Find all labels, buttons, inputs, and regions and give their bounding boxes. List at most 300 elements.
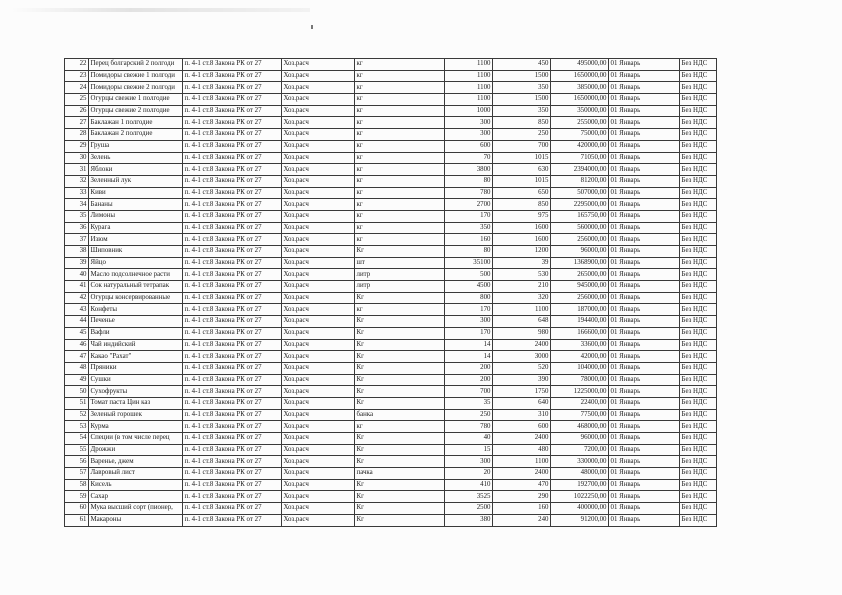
legal-basis-cell: п. 4-1 ст.8 Закона РК от 27: [183, 316, 282, 328]
row-number-cell: 24: [65, 82, 89, 94]
quantity-cell: 2500: [445, 503, 493, 515]
total-sum-cell: 2394000,00: [551, 164, 609, 176]
total-sum-cell: 945000,00: [551, 281, 609, 293]
delivery-month-cell: 01 Январь: [609, 339, 680, 351]
quantity-cell: 15: [445, 444, 493, 456]
row-number-cell: 50: [65, 386, 89, 398]
unit-price-cell: 1100: [493, 304, 551, 316]
legal-basis-cell: п. 4-1 ст.8 Закона РК от 27: [183, 82, 282, 94]
table-row: [65, 199, 717, 211]
funding-type-cell: Хоз.расч: [282, 409, 355, 421]
table-row: [65, 433, 717, 445]
table-row: [65, 59, 717, 71]
quantity-cell: 800: [445, 292, 493, 304]
item-name-cell: Чай индийский: [89, 339, 183, 351]
item-name-cell: Варенье, джем: [89, 456, 183, 468]
quantity-cell: 3800: [445, 164, 493, 176]
unit-price-cell: 1600: [493, 222, 551, 234]
delivery-month-cell: 01 Январь: [609, 351, 680, 363]
quantity-cell: 170: [445, 210, 493, 222]
legal-basis-cell: п. 4-1 ст.8 Закона РК от 27: [183, 187, 282, 199]
legal-basis-cell: п. 4-1 ст.8 Закона РК от 27: [183, 514, 282, 526]
vat-status-cell: Без НДС: [680, 433, 717, 445]
quantity-cell: 4500: [445, 281, 493, 293]
funding-type-cell: Хоз.расч: [282, 292, 355, 304]
delivery-month-cell: 01 Январь: [609, 421, 680, 433]
funding-type-cell: Хоз.расч: [282, 456, 355, 468]
item-name-cell: Зеленный лук: [89, 175, 183, 187]
table-row: [65, 444, 717, 456]
legal-basis-cell: п. 4-1 ст.8 Закона РК от 27: [183, 59, 282, 71]
item-name-cell: Зеленый горошек: [89, 409, 183, 421]
unit-price-cell: 850: [493, 199, 551, 211]
unit-price-cell: 2400: [493, 468, 551, 480]
vat-status-cell: Без НДС: [680, 479, 717, 491]
delivery-month-cell: 01 Январь: [609, 468, 680, 480]
table-row: [65, 94, 717, 106]
item-name-cell: Шиповник: [89, 246, 183, 258]
funding-type-cell: Хоз.расч: [282, 362, 355, 374]
item-name-cell: Изюм: [89, 234, 183, 246]
legal-basis-cell: п. 4-1 ст.8 Закона РК от 27: [183, 339, 282, 351]
vat-status-cell: Без НДС: [680, 351, 717, 363]
unit-cell: кг: [355, 164, 445, 176]
unit-price-cell: 1015: [493, 175, 551, 187]
legal-basis-cell: п. 4-1 ст.8 Закона РК от 27: [183, 409, 282, 421]
row-number-cell: 55: [65, 444, 89, 456]
table-row: [65, 339, 717, 351]
legal-basis-cell: п. 4-1 ст.8 Закона РК от 27: [183, 374, 282, 386]
table-row: [65, 316, 717, 328]
table-row: [65, 421, 717, 433]
table-row: [65, 468, 717, 480]
unit-cell: кг: [355, 304, 445, 316]
vat-status-cell: Без НДС: [680, 421, 717, 433]
total-sum-cell: 468000,00: [551, 421, 609, 433]
table-row: [65, 222, 717, 234]
vat-status-cell: Без НДС: [680, 456, 717, 468]
vat-status-cell: Без НДС: [680, 491, 717, 503]
total-sum-cell: 96000,00: [551, 246, 609, 258]
row-number-cell: 36: [65, 222, 89, 234]
row-number-cell: 53: [65, 421, 89, 433]
item-name-cell: Сахар: [89, 491, 183, 503]
vat-status-cell: Без НДС: [680, 304, 717, 316]
quantity-cell: 300: [445, 456, 493, 468]
delivery-month-cell: 01 Январь: [609, 199, 680, 211]
item-name-cell: Яйцо: [89, 257, 183, 269]
row-number-cell: 46: [65, 339, 89, 351]
funding-type-cell: Хоз.расч: [282, 82, 355, 94]
delivery-month-cell: 01 Январь: [609, 222, 680, 234]
table-row: [65, 164, 717, 176]
row-number-cell: 44: [65, 316, 89, 328]
funding-type-cell: Хоз.расч: [282, 479, 355, 491]
unit-price-cell: 530: [493, 269, 551, 281]
table-body: [65, 59, 717, 527]
unit-price-cell: 975: [493, 210, 551, 222]
row-number-cell: 45: [65, 327, 89, 339]
unit-price-cell: 160: [493, 503, 551, 515]
quantity-cell: 1100: [445, 70, 493, 82]
vat-status-cell: Без НДС: [680, 70, 717, 82]
total-sum-cell: 495000,00: [551, 59, 609, 71]
item-name-cell: Огурцы консервированные: [89, 292, 183, 304]
funding-type-cell: Хоз.расч: [282, 234, 355, 246]
delivery-month-cell: 01 Январь: [609, 187, 680, 199]
delivery-month-cell: 01 Январь: [609, 374, 680, 386]
total-sum-cell: 78000,00: [551, 374, 609, 386]
vat-status-cell: Без НДС: [680, 187, 717, 199]
funding-type-cell: Хоз.расч: [282, 444, 355, 456]
unit-cell: Кг: [355, 433, 445, 445]
total-sum-cell: 96000,00: [551, 433, 609, 445]
quantity-cell: 200: [445, 374, 493, 386]
delivery-month-cell: 01 Январь: [609, 514, 680, 526]
legal-basis-cell: п. 4-1 ст.8 Закона РК от 27: [183, 257, 282, 269]
delivery-month-cell: 01 Январь: [609, 444, 680, 456]
total-sum-cell: 420000,00: [551, 140, 609, 152]
legal-basis-cell: п. 4-1 ст.8 Закона РК от 27: [183, 421, 282, 433]
row-number-cell: 38: [65, 246, 89, 258]
legal-basis-cell: п. 4-1 ст.8 Закона РК от 27: [183, 129, 282, 141]
quantity-cell: 40: [445, 433, 493, 445]
unit-cell: кг: [355, 94, 445, 106]
quantity-cell: 14: [445, 351, 493, 363]
item-name-cell: Курага: [89, 222, 183, 234]
quantity-cell: 300: [445, 129, 493, 141]
unit-price-cell: 600: [493, 421, 551, 433]
table-row: [65, 152, 717, 164]
total-sum-cell: 1650000,00: [551, 94, 609, 106]
unit-cell: кг: [355, 175, 445, 187]
legal-basis-cell: п. 4-1 ст.8 Закона РК от 27: [183, 164, 282, 176]
unit-price-cell: 1200: [493, 246, 551, 258]
unit-cell: банка: [355, 409, 445, 421]
table-row: [65, 362, 717, 374]
legal-basis-cell: п. 4-1 ст.8 Закона РК от 27: [183, 269, 282, 281]
vat-status-cell: Без НДС: [680, 105, 717, 117]
funding-type-cell: Хоз.расч: [282, 246, 355, 258]
unit-cell: Кг: [355, 444, 445, 456]
item-name-cell: Помидоры свежие 1 полгоди: [89, 70, 183, 82]
item-name-cell: Томат паста Цин каз: [89, 397, 183, 409]
row-number-cell: 25: [65, 94, 89, 106]
quantity-cell: 1100: [445, 94, 493, 106]
delivery-month-cell: 01 Январь: [609, 152, 680, 164]
unit-price-cell: 980: [493, 327, 551, 339]
row-number-cell: 40: [65, 269, 89, 281]
item-name-cell: Мука высший сорт (пионер,: [89, 503, 183, 515]
row-number-cell: 42: [65, 292, 89, 304]
unit-cell: Кг: [355, 374, 445, 386]
table-row: [65, 246, 717, 258]
row-number-cell: 34: [65, 199, 89, 211]
delivery-month-cell: 01 Январь: [609, 479, 680, 491]
vat-status-cell: Без НДС: [680, 397, 717, 409]
quantity-cell: 20: [445, 468, 493, 480]
total-sum-cell: 22400,00: [551, 397, 609, 409]
total-sum-cell: 1022250,00: [551, 491, 609, 503]
funding-type-cell: Хоз.расч: [282, 59, 355, 71]
total-sum-cell: 507000,00: [551, 187, 609, 199]
unit-cell: Кг: [355, 327, 445, 339]
unit-price-cell: 1750: [493, 386, 551, 398]
vat-status-cell: Без НДС: [680, 129, 717, 141]
legal-basis-cell: п. 4-1 ст.8 Закона РК от 27: [183, 199, 282, 211]
unit-cell: Кг: [355, 514, 445, 526]
delivery-month-cell: 01 Январь: [609, 257, 680, 269]
unit-cell: Кг: [355, 503, 445, 515]
funding-type-cell: Хоз.расч: [282, 304, 355, 316]
legal-basis-cell: п. 4-1 ст.8 Закона РК от 27: [183, 444, 282, 456]
item-name-cell: Курма: [89, 421, 183, 433]
vat-status-cell: Без НДС: [680, 514, 717, 526]
quantity-cell: 1100: [445, 82, 493, 94]
delivery-month-cell: 01 Январь: [609, 140, 680, 152]
delivery-month-cell: 01 Январь: [609, 234, 680, 246]
legal-basis-cell: п. 4-1 ст.8 Закона РК от 27: [183, 397, 282, 409]
unit-price-cell: 1100: [493, 456, 551, 468]
funding-type-cell: Хоз.расч: [282, 433, 355, 445]
legal-basis-cell: п. 4-1 ст.8 Закона РК от 27: [183, 456, 282, 468]
unit-price-cell: 470: [493, 479, 551, 491]
delivery-month-cell: 01 Январь: [609, 210, 680, 222]
quantity-cell: 14: [445, 339, 493, 351]
legal-basis-cell: п. 4-1 ст.8 Закона РК от 27: [183, 491, 282, 503]
funding-type-cell: Хоз.расч: [282, 374, 355, 386]
vat-status-cell: Без НДС: [680, 82, 717, 94]
unit-cell: Кг: [355, 397, 445, 409]
delivery-month-cell: 01 Январь: [609, 316, 680, 328]
quantity-cell: 3525: [445, 491, 493, 503]
delivery-month-cell: 01 Январь: [609, 129, 680, 141]
total-sum-cell: 75000,00: [551, 129, 609, 141]
unit-price-cell: 640: [493, 397, 551, 409]
unit-cell: кг: [355, 117, 445, 129]
delivery-month-cell: 01 Январь: [609, 409, 680, 421]
item-name-cell: Специи (в том числе перец: [89, 433, 183, 445]
row-number-cell: 57: [65, 468, 89, 480]
table-row: [65, 281, 717, 293]
total-sum-cell: 42000,00: [551, 351, 609, 363]
vat-status-cell: Без НДС: [680, 257, 717, 269]
row-number-cell: 49: [65, 374, 89, 386]
unit-price-cell: 1500: [493, 94, 551, 106]
total-sum-cell: 91200,00: [551, 514, 609, 526]
legal-basis-cell: п. 4-1 ст.8 Закона РК от 27: [183, 479, 282, 491]
delivery-month-cell: 01 Январь: [609, 94, 680, 106]
unit-cell: Кг: [355, 246, 445, 258]
unit-price-cell: 650: [493, 187, 551, 199]
unit-cell: литр: [355, 269, 445, 281]
unit-price-cell: 1600: [493, 234, 551, 246]
total-sum-cell: 1368900,00: [551, 257, 609, 269]
total-sum-cell: 256000,00: [551, 292, 609, 304]
table-row: [65, 234, 717, 246]
item-name-cell: Перец болгарский 2 полгоди: [89, 59, 183, 71]
delivery-month-cell: 01 Январь: [609, 304, 680, 316]
quantity-cell: 35: [445, 397, 493, 409]
legal-basis-cell: п. 4-1 ст.8 Закона РК от 27: [183, 386, 282, 398]
delivery-month-cell: 01 Январь: [609, 503, 680, 515]
row-number-cell: 56: [65, 456, 89, 468]
unit-price-cell: 250: [493, 129, 551, 141]
unit-cell: кг: [355, 70, 445, 82]
vat-status-cell: Без НДС: [680, 94, 717, 106]
unit-cell: Кг: [355, 292, 445, 304]
unit-cell: кг: [355, 210, 445, 222]
total-sum-cell: 256000,00: [551, 234, 609, 246]
funding-type-cell: Хоз.расч: [282, 421, 355, 433]
vat-status-cell: Без НДС: [680, 222, 717, 234]
unit-price-cell: 320: [493, 292, 551, 304]
vat-status-cell: Без НДС: [680, 140, 717, 152]
funding-type-cell: Хоз.расч: [282, 327, 355, 339]
delivery-month-cell: 01 Январь: [609, 281, 680, 293]
unit-price-cell: 700: [493, 140, 551, 152]
legal-basis-cell: п. 4-1 ст.8 Закона РК от 27: [183, 175, 282, 187]
total-sum-cell: 560000,00: [551, 222, 609, 234]
row-number-cell: 28: [65, 129, 89, 141]
table-row: [65, 187, 717, 199]
item-name-cell: Лавровый лист: [89, 468, 183, 480]
legal-basis-cell: п. 4-1 ст.8 Закона РК от 27: [183, 281, 282, 293]
delivery-month-cell: 01 Январь: [609, 386, 680, 398]
item-name-cell: Масло подсолнечное расти: [89, 269, 183, 281]
vat-status-cell: Без НДС: [680, 444, 717, 456]
unit-cell: литр: [355, 281, 445, 293]
quantity-cell: 160: [445, 234, 493, 246]
legal-basis-cell: п. 4-1 ст.8 Закона РК от 27: [183, 304, 282, 316]
funding-type-cell: Хоз.расч: [282, 397, 355, 409]
funding-type-cell: Хоз.расч: [282, 187, 355, 199]
item-name-cell: Макароны: [89, 514, 183, 526]
unit-price-cell: 480: [493, 444, 551, 456]
unit-cell: Кг: [355, 386, 445, 398]
item-name-cell: Печенье: [89, 316, 183, 328]
vat-status-cell: Без НДС: [680, 316, 717, 328]
funding-type-cell: Хоз.расч: [282, 468, 355, 480]
legal-basis-cell: п. 4-1 ст.8 Закона РК от 27: [183, 70, 282, 82]
unit-cell: кг: [355, 187, 445, 199]
procurement-table: [64, 58, 717, 527]
table-row: [65, 409, 717, 421]
total-sum-cell: 400000,00: [551, 503, 609, 515]
total-sum-cell: 71050,00: [551, 152, 609, 164]
delivery-month-cell: 01 Январь: [609, 397, 680, 409]
delivery-month-cell: 01 Январь: [609, 70, 680, 82]
table-row: [65, 456, 717, 468]
unit-price-cell: 39: [493, 257, 551, 269]
funding-type-cell: Хоз.расч: [282, 339, 355, 351]
unit-price-cell: 1500: [493, 70, 551, 82]
vat-status-cell: Без НДС: [680, 386, 717, 398]
quantity-cell: 300: [445, 117, 493, 129]
row-number-cell: 26: [65, 105, 89, 117]
quantity-cell: 80: [445, 175, 493, 187]
delivery-month-cell: 01 Январь: [609, 164, 680, 176]
funding-type-cell: Хоз.расч: [282, 105, 355, 117]
item-name-cell: Сок натуральный тетрапак: [89, 281, 183, 293]
table-row: [65, 269, 717, 281]
table-row: [65, 304, 717, 316]
quantity-cell: 380: [445, 514, 493, 526]
item-name-cell: Киви: [89, 187, 183, 199]
row-number-cell: 48: [65, 362, 89, 374]
quantity-cell: 1000: [445, 105, 493, 117]
vat-status-cell: Без НДС: [680, 175, 717, 187]
funding-type-cell: Хоз.расч: [282, 129, 355, 141]
unit-cell: Кг: [355, 456, 445, 468]
vat-status-cell: Без НДС: [680, 269, 717, 281]
item-name-cell: Баклажан 2 полгодие: [89, 129, 183, 141]
quantity-cell: 35100: [445, 257, 493, 269]
quantity-cell: 600: [445, 140, 493, 152]
row-number-cell: 31: [65, 164, 89, 176]
legal-basis-cell: п. 4-1 ст.8 Закона РК от 27: [183, 327, 282, 339]
unit-price-cell: 350: [493, 105, 551, 117]
item-name-cell: Баклажан 1 полгодие: [89, 117, 183, 129]
table-row: [65, 210, 717, 222]
quantity-cell: 200: [445, 362, 493, 374]
legal-basis-cell: п. 4-1 ст.8 Закона РК от 27: [183, 351, 282, 363]
legal-basis-cell: п. 4-1 ст.8 Закона РК от 27: [183, 292, 282, 304]
row-number-cell: 47: [65, 351, 89, 363]
delivery-month-cell: 01 Январь: [609, 175, 680, 187]
vat-status-cell: Без НДС: [680, 117, 717, 129]
quantity-cell: 780: [445, 421, 493, 433]
funding-type-cell: Хоз.расч: [282, 491, 355, 503]
unit-cell: Кг: [355, 479, 445, 491]
quantity-cell: 300: [445, 316, 493, 328]
unit-price-cell: 350: [493, 82, 551, 94]
scan-artifact-mark: [311, 25, 313, 29]
row-number-cell: 22: [65, 59, 89, 71]
item-name-cell: Какао "Рахат": [89, 351, 183, 363]
total-sum-cell: 48000,00: [551, 468, 609, 480]
delivery-month-cell: 01 Январь: [609, 246, 680, 258]
funding-type-cell: Хоз.расч: [282, 269, 355, 281]
unit-price-cell: 648: [493, 316, 551, 328]
table-row: [65, 327, 717, 339]
row-number-cell: 54: [65, 433, 89, 445]
unit-cell: пачка: [355, 468, 445, 480]
scan-artifact-streak: [10, 8, 310, 12]
total-sum-cell: 33600,00: [551, 339, 609, 351]
unit-price-cell: 210: [493, 281, 551, 293]
delivery-month-cell: 01 Январь: [609, 269, 680, 281]
item-name-cell: Огурцы свежие 2 полгодие: [89, 105, 183, 117]
item-name-cell: Зелень: [89, 152, 183, 164]
total-sum-cell: 194400,00: [551, 316, 609, 328]
table-row: [65, 491, 717, 503]
vat-status-cell: Без НДС: [680, 339, 717, 351]
total-sum-cell: 2295000,00: [551, 199, 609, 211]
funding-type-cell: Хоз.расч: [282, 199, 355, 211]
funding-type-cell: Хоз.расч: [282, 140, 355, 152]
delivery-month-cell: 01 Январь: [609, 362, 680, 374]
row-number-cell: 32: [65, 175, 89, 187]
unit-price-cell: 2400: [493, 433, 551, 445]
unit-cell: кг: [355, 105, 445, 117]
delivery-month-cell: 01 Январь: [609, 456, 680, 468]
table-row: [65, 129, 717, 141]
total-sum-cell: 1650000,00: [551, 70, 609, 82]
funding-type-cell: Хоз.расч: [282, 351, 355, 363]
unit-cell: кг: [355, 199, 445, 211]
vat-status-cell: Без НДС: [680, 374, 717, 386]
